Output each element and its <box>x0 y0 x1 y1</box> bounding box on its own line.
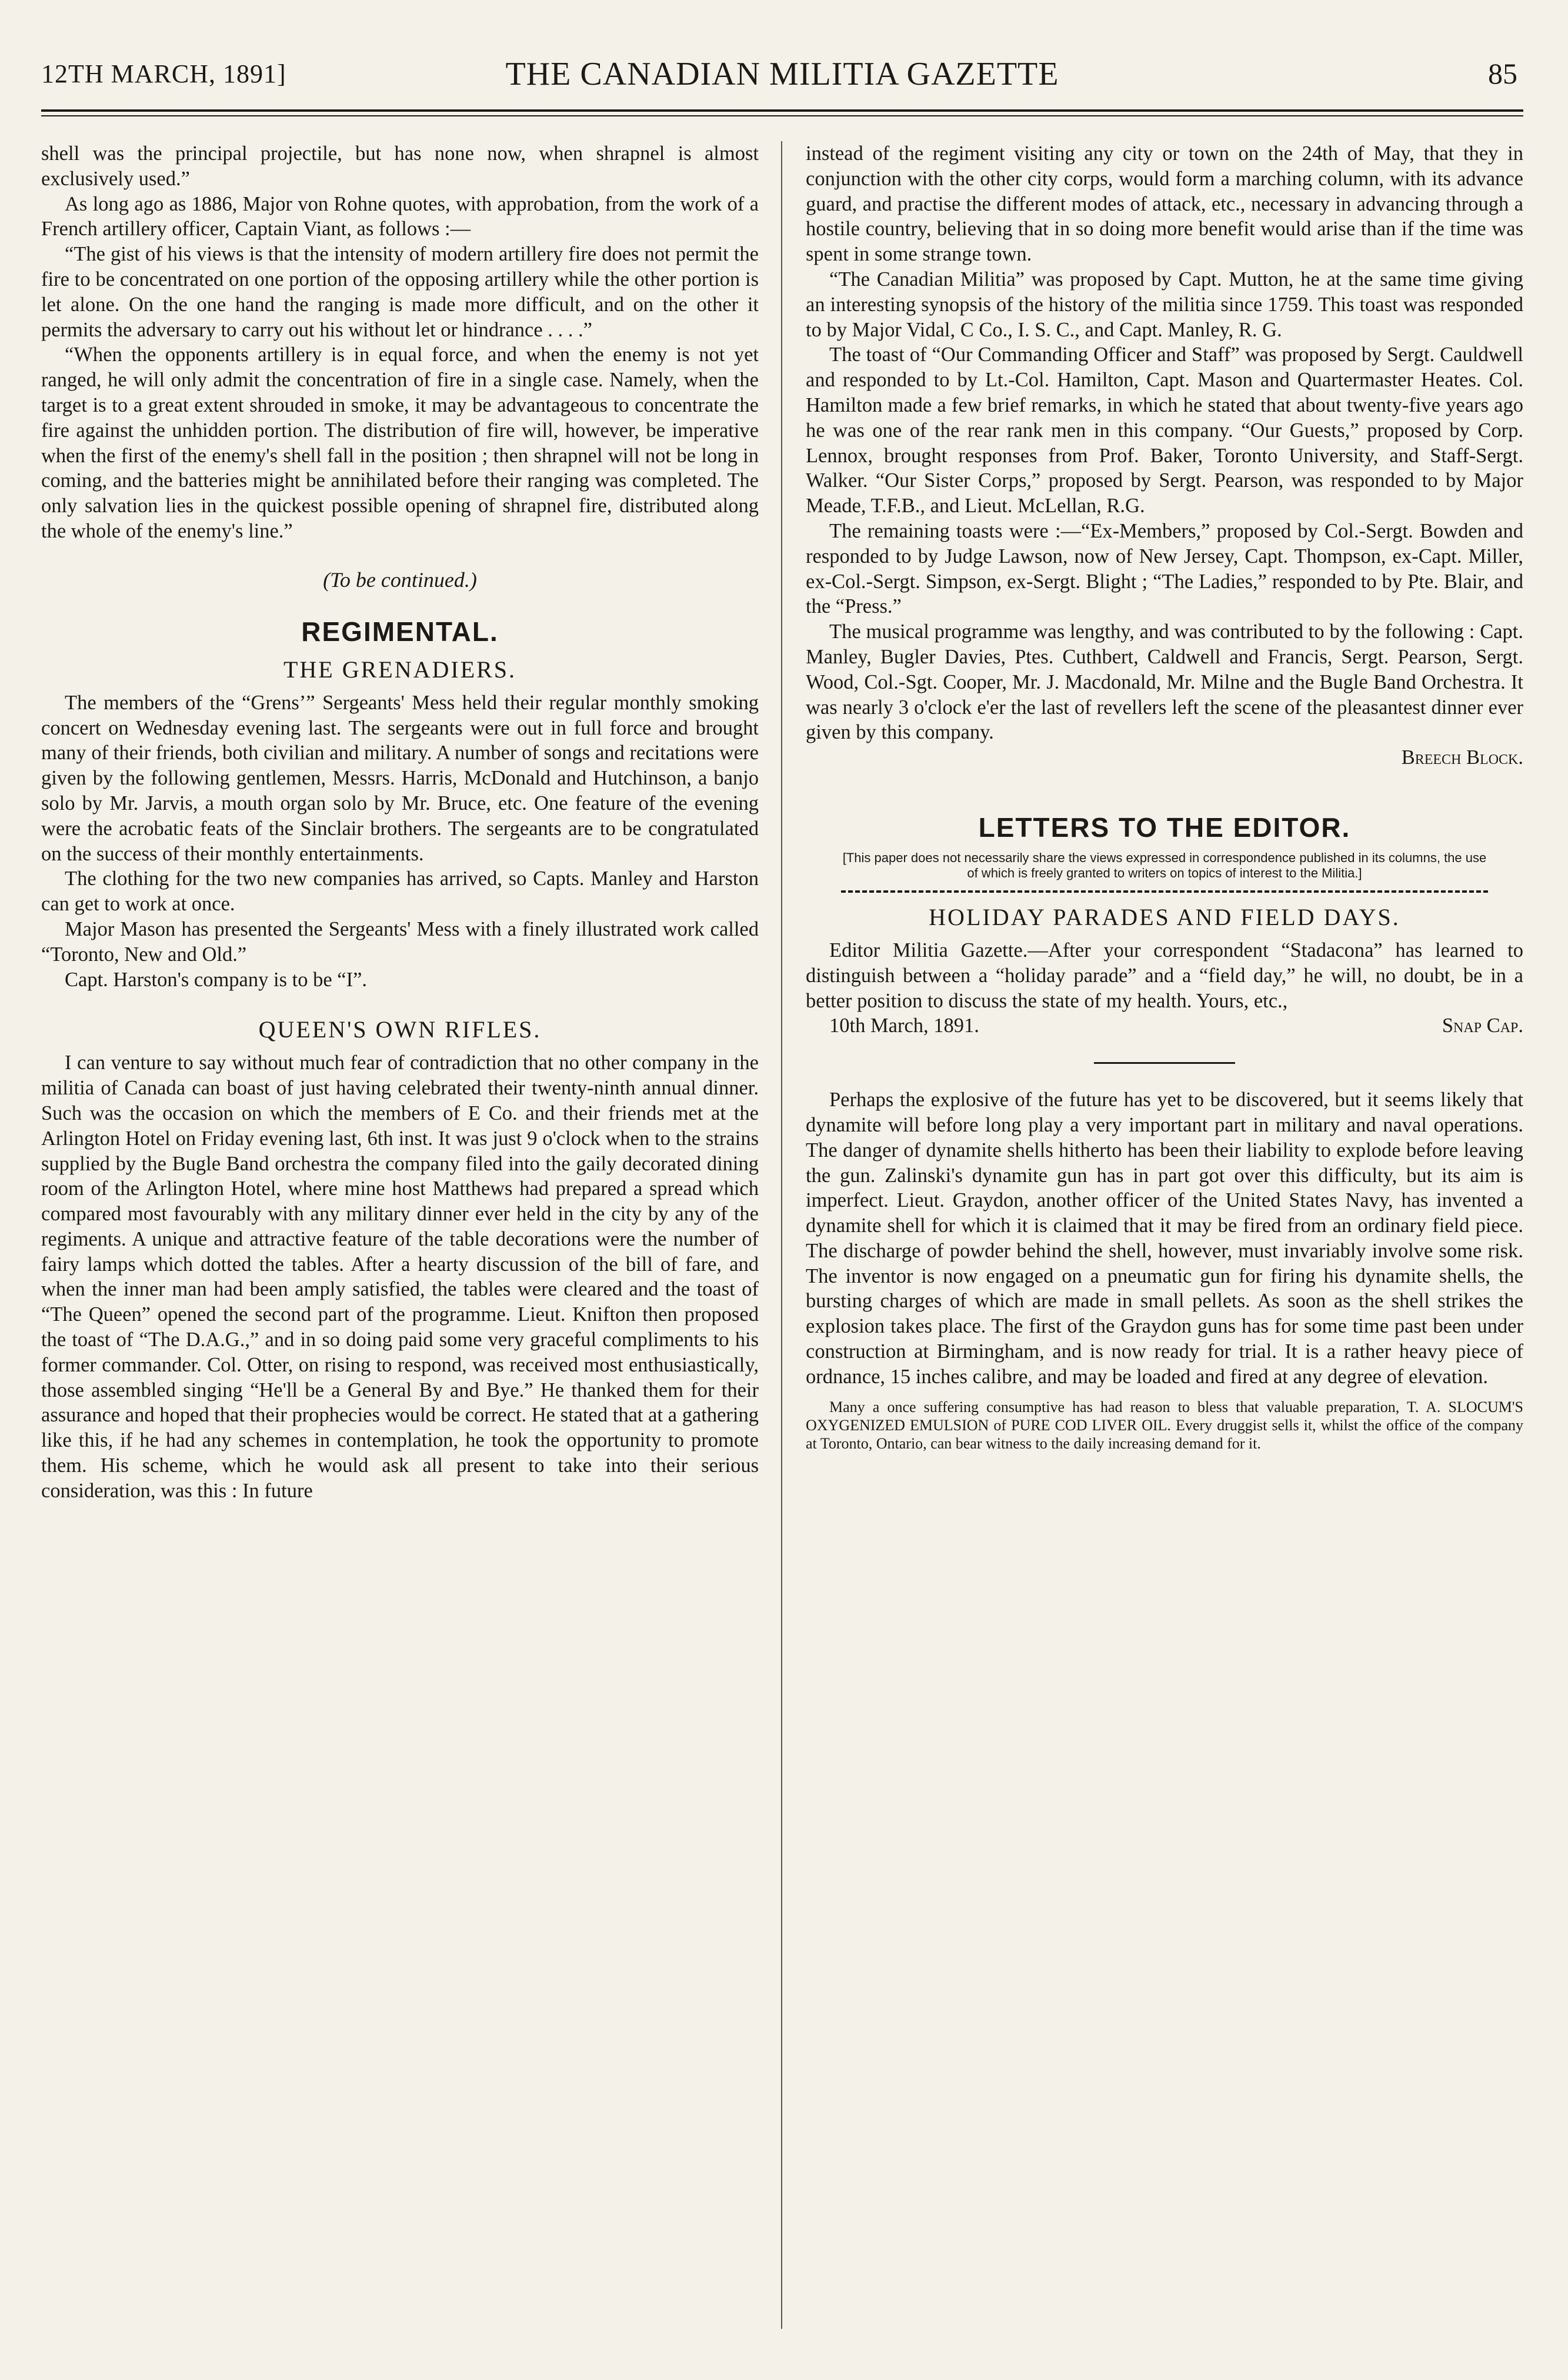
article-paragraph: The musical programme was lengthy, and was contributed to by the following : Capt. Manley, Bugler Davies, Ptes. Cuthbert, Caldwell and Francis, Sergt. Pearson, Sergt. Wood, Col.-Sgt. Cooper, Mr. J. Macdonald, Mr. Milne and the Bugle Band Orchestra. It was nearly 3 o'clock e'er the last of revellers left the scene of the pleasantest dinner ever given by this company. <box>806 620 1523 744</box>
queens-own-paragraph: I can venture to say without much fear of contradiction that no other company in the militia of Canada can boast of just having celebrated their twenty-ninth annual dinner. Such was the occasion on which the members of E Co. and their friends met at the Arlington Hotel on Friday evening last, 6th inst. It was just 9 o'clock when to the strains supplied by the Bugle Band orchestra the company filed into the gaily decorated dining room of the Arlington Hotel, where mine host Matthews had prepared a spread which compared most favourably with any military dinner ever held in the city by any of the regiments. A unique and attractive feature of the table decorations were the number of fairy lamps which dotted the tables. After a hearty discussion of the bill of fare, and when the inner man had been amply satisfied, the tables were cleared and the toast of “The Queen” opened the second part of the programme. Lieut. Knifton then proposed the toast of “The D.A.G.,” and in so doing paid some very graceful compliments to his former commander. Col. Otter, on rising to respond, was received most enthusiastically, those assembled singing “He'll be a General By and Bye.” He thanked them for their assurance and hoped that their prophecies would be correct. He stated that at a gathering like this, if he had any schemes in contemplation, he took the opportunity to promote them. His scheme, which he would ask all present to take into their serious consideration, was this : In future <box>41 1052 759 1502</box>
left-column <box>41 141 759 1504</box>
queens-own-heading: QUEEN'S OWN RIFLES. <box>258 1016 542 1043</box>
letters-notice: [This paper does not necessarily share the views expressed in correspondence published in its columns, the use of which is freely granted to writers on topics of interest to the Militia.] <box>842 850 1487 880</box>
advertisement <box>806 1398 1523 1453</box>
dashed-rule <box>841 890 1488 893</box>
section-rule <box>1094 1062 1235 1064</box>
article-paragraph: instead of the regiment visiting any city or town on the 24th of May, that they in conjunction with the other city corps, would form a marching column, with its advance guard, and practise the different modes of attack, etc., necessary in advancing through a hostile country, believing that in so doing more benefit would arise than if the time was spent in some strange town. <box>806 142 1523 266</box>
letter-body: Editor Militia Gazette.—After your correspondent “Stadacona” has learned to distinguish between a “holiday parade” and a “field day,” he will, no doubt, be in a better position to discuss the state of my health. Yours, etc., <box>806 939 1523 1012</box>
header-page-number: 85 <box>1488 57 1517 90</box>
letter-dateline <box>806 1013 1523 1039</box>
right-column <box>806 141 1523 1453</box>
article-paragraph: The remaining toasts were :—“Ex-Members,” proposed by Col.-Sergt. Bowden and responded to by Judge Lawson, now of New Jersey, Capt. Thompson, ex-Capt. Miller, ex-Col.-Sergt. Simpson, ex-Sergt. Blight ; “The Ladies,” responded to by Pte. Blair, and the “Press.” <box>806 519 1523 618</box>
article-signature: Breech Block. <box>1401 746 1523 769</box>
columns <box>41 141 1523 2341</box>
to-be-continued: (To be continued.) <box>323 568 477 592</box>
letter-date: 10th March, 1891. <box>829 1014 979 1037</box>
holiday-heading: HOLIDAY PARADES AND FIELD DAYS. <box>929 903 1400 930</box>
column-divider <box>781 141 782 2329</box>
letter-signature: Snap Cap. <box>1442 1014 1523 1037</box>
page-header <box>41 53 1523 106</box>
newspaper-page <box>41 53 1523 2346</box>
dynamite-paragraph: Perhaps the explosive of the future has yet to be discovered, but it seems likely that dynamite will before long play a very important part in military and naval operations. The danger of dynamite shells hitherto has been their liability to explode before leaving the gun. Zalinski's dynamite gun has in part got over this difficulty, but its aim is imperfect. Lieut. Graydon, another officer of the United States Navy, has invented a dynamite shell for which it is claimed that it may be fired from an ordinary field piece. The discharge of powder behind the shell, however, must invariably involve some risk. The inventor is now engaged on a pneumatic gun for firing his dynamite shells, the bursting charges of which are made in small pellets. As soon as the shell strikes the explosion takes place. The first of the Graydon guns has for some time past been under construction at Birmingham, and is now ready for trial. It is a rather heavy piece of ordnance, 15 inches calibre, and may be loaded and fired at any degree of elevation. <box>806 1089 1523 1388</box>
letters-heading: LETTERS TO THE EDITOR. <box>978 812 1351 843</box>
header-title: THE CANADIAN MILITIA GAZETTE <box>505 56 1059 92</box>
header-date: 12TH MARCH, 1891] <box>41 59 286 88</box>
grenadiers-paragraph: The clothing for the two new companies has arrived, so Capts. Manley and Harston can get to work at once. <box>41 867 759 916</box>
advertisement-text: Many a once suffering consumptive has had reason to bless that valuable preparation, T. A. SLOCUM'S OXYGENIZED EMULSION of PURE COD LIVER OIL. Every druggist sells it, whilst the office of the company at Toronto, Ontario, can bear witness to the daily increasing demand for it. <box>806 1398 1523 1452</box>
article-paragraph: shell was the principal projectile, but has none now, when shrapnel is almost exclusively used.” <box>41 142 759 190</box>
grenadiers-paragraph: Capt. Harston's company is to be “I”. <box>65 968 368 991</box>
grenadiers-heading: THE GRENADIERS. <box>283 656 517 683</box>
article-paragraph: The toast of “Our Commanding Officer and Staff” was proposed by Sergt. Cauldwell and responded to by Lt.-Col. Hamilton, Capt. Mason and Quartermaster Heates. Col. Hamilton made a few brief remarks, in which he stated that about twenty-five years ago he was one of the rear rank men in this company. “Our Guests,” proposed by Corp. Lennox, brought responses from Prof. Baker, Toronto University, and Staff-Sergt. Walker. “Our Sister Corps,” proposed by Sergt. Pearson, was responded to by Major Meade, T.F.B., and Lieut. McLellan, R.G. <box>806 343 1523 518</box>
article-quote: “The gist of his views is that the intensity of modern artillery fire does not permit the fire to be concentrated on one portion of the opposing artillery while the other portion is let alone. On the one hand the ranging is made more difficult, and on the other it permits the adversary to carry out his without let or hindrance . . . .” <box>41 243 759 341</box>
article-paragraph: “The Canadian Militia” was proposed by Capt. Mutton, he at the same time giving an interesting synopsis of the history of the militia since 1759. This toast was responded to by Major Vidal, C Co., I. S. C., and Capt. Manley, R. G. <box>806 268 1523 341</box>
article-paragraph: As long ago as 1886, Major von Rohne quotes, with approbation, from the work of a French artillery officer, Captain Viant, as follows :— <box>41 192 759 241</box>
header-rule-thin <box>41 115 1523 116</box>
header-rule <box>41 109 1523 112</box>
grenadiers-paragraph: Major Mason has presented the Sergeants' Mess with a finely illustrated work called “Toronto, New and Old.” <box>41 917 759 966</box>
regimental-heading: REGIMENTAL. <box>301 616 499 647</box>
grenadiers-paragraph: The members of the “Grens’” Sergeants' Mess held their regular monthly smoking concert on Wednesday evening last. The sergeants were out in full force and brought many of their friends, both civilian and military. A number of songs and recitations were given by the following gentlemen, Messrs. Harris, McDonald and Hutchinson, a banjo solo by Mr. Jarvis, a mouth organ solo by Mr. Bruce, etc. One feature of the evening were the acrobatic feats of the Sinclair brothers. The sergeants are to be congratulated on the success of their monthly entertainments. <box>41 691 759 865</box>
article-quote: “When the opponents artillery is in equal force, and when the enemy is not yet ranged, he will only admit the concentration of fire in a single case. Namely, when the target is to a great extent shrouded in smoke, it may be advantageous to concentrate the fire against the unhidden portion. The distribution of fire will, however, be imperative when the first of the enemy's shell fall in the position ; then shrapnel will not be long in coming, and the batteries might be annihilated before their ranging was completed. The only salvation lies in the quickest possible opening of shrapnel fire, distributed along the whole of the enemy's line.” <box>41 343 759 542</box>
